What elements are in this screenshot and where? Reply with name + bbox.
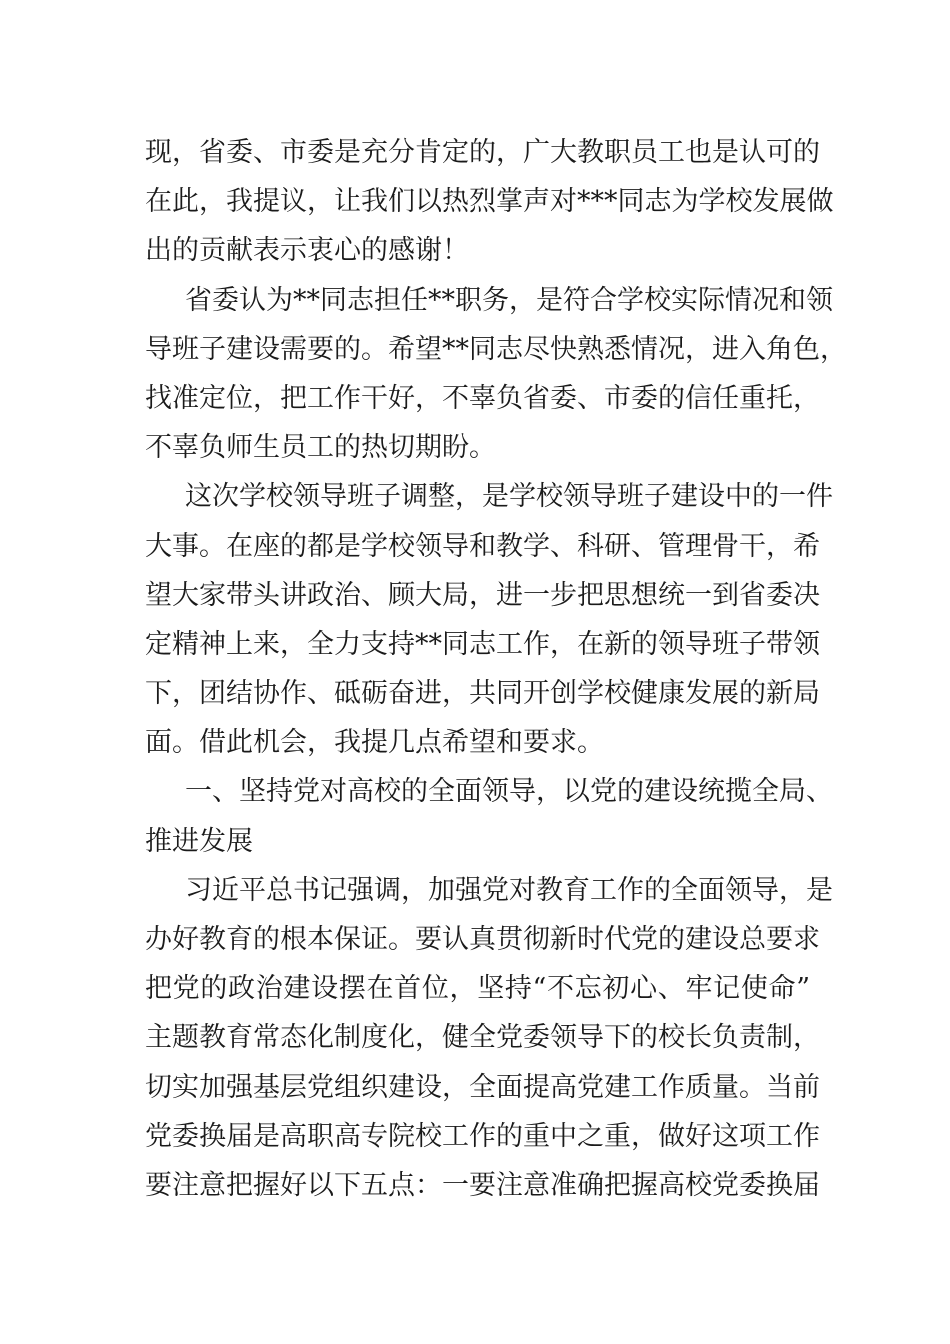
text-line: 导班子建设需要的。希望**同志尽快熟悉情况，进入角色， xyxy=(145,333,847,365)
text-line: 定精神上来，全力支持**同志工作，在新的领导班子带领 xyxy=(145,628,820,660)
paragraph-first-line: 习近平总书记强调，加强党对教育工作的全面领导，是 xyxy=(185,874,833,906)
text-line: 下，团结协作、砥砺奋进，共同开创学校健康发展的新局 xyxy=(145,678,820,710)
text-line: 现，省委、市委是充分肯定的，广大教职员工也是认可的 xyxy=(145,137,820,168)
text-line: 大事。在座的都是学校领导和教学、科研、管理骨干，希 xyxy=(145,530,820,562)
text-line: 把党的政治建设摆在首位，坚持“不忘初心、牢记使命” xyxy=(145,973,810,1005)
paragraph-first-line: 这次学校领导班子调整，是学校领导班子建设中的一件 xyxy=(185,481,833,513)
text-line: 要注意把握好以下五点：一要注意准确把握高校党委换届 xyxy=(145,1169,820,1201)
text-line: 找准定位，把工作干好，不辜负省委、市委的信任重托， xyxy=(145,382,820,414)
text-line: 出的贡献表示衷心的感谢！ xyxy=(145,235,469,267)
text-line: 党委换届是高职高专院校工作的重中之重，做好这项工作 xyxy=(145,1120,820,1152)
text-line: 在此，我提议，让我们以热烈掌声对***同志为学校发展做 xyxy=(145,186,834,218)
text-line: 办好教育的根本保证。要认真贯彻新时代党的建设总要求 xyxy=(145,924,820,955)
text-line: 切实加强基层党组织建设，全面提高党建工作质量。当前 xyxy=(145,1071,820,1103)
paragraph-first-line: 省委认为**同志担任**职务，是符合学校实际情况和领 xyxy=(185,284,833,316)
text-line: 望大家带头讲政治、顾大局，进一步把思想统一到省委决 xyxy=(145,579,820,611)
section-heading: 一、坚持党对高校的全面领导，以党的建设统揽全局、 xyxy=(185,776,833,808)
text-line: 面。借此机会，我提几点希望和要求。 xyxy=(145,727,604,759)
text-line: 不辜负师生员工的热切期盼。 xyxy=(145,432,496,464)
text-line: 主题教育常态化制度化，健全党委领导下的校长负责制， xyxy=(145,1022,820,1054)
section-heading-continued: 推进发展 xyxy=(145,825,253,857)
document-body xyxy=(145,128,847,1210)
